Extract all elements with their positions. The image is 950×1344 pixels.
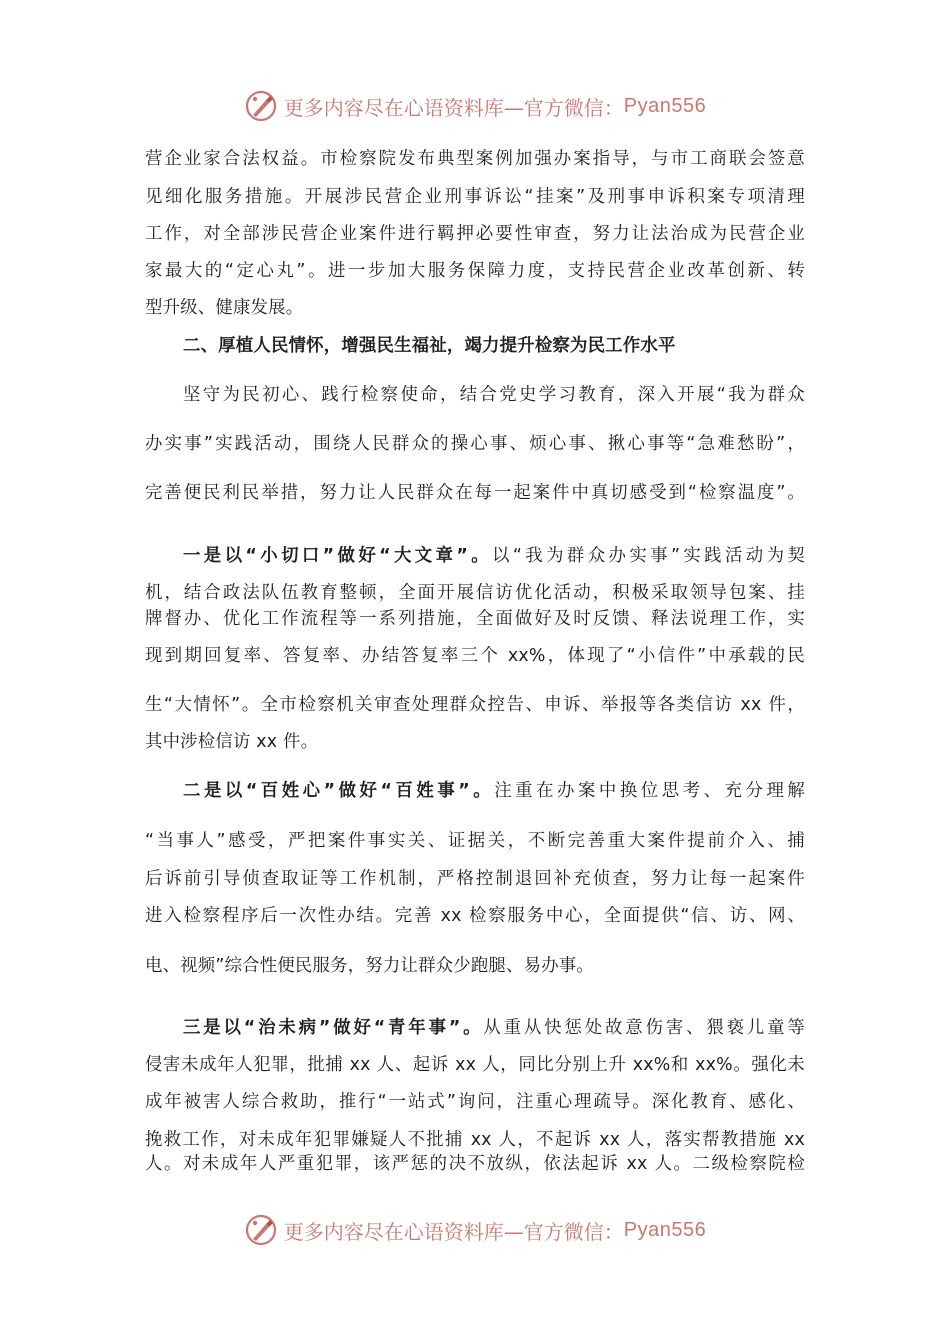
watermark-banner-top <box>0 86 950 126</box>
body-line: 后诉前引导侦查取证等工作机制，严格控制退回补充侦查，努力让每一起案件 <box>145 869 805 889</box>
body-line: 现到期回复率、答复率、办结答复率三个 xx%，体现了“小信件”中承载的民 <box>145 646 805 666</box>
body-line: 完善便民利民举措，努力让人民群众在每一起案件中真切感受到“检察温度”。 <box>145 483 805 503</box>
section-heading: 二、厚植人民情怀，增强民生福祉，竭力提升检察为民工作水平 <box>183 336 676 356</box>
pen-nib-logo-icon <box>244 1213 278 1247</box>
paragraph-lead-rest: 注重在办案中换位思考、充分理解 <box>494 781 805 801</box>
paragraph-first-line <box>183 1015 805 1041</box>
body-line: “当事人”感受，严把案件事实关、证据关，不断完善重大案件提前介入、捕 <box>145 831 805 851</box>
body-line: 挽救工作，对未成年犯罪嫌疑人不批捕 xx 人，不起诉 xx 人，落实帮教措施 xx <box>145 1130 805 1150</box>
watermark-banner-bottom <box>0 1210 950 1250</box>
body-line: 坚守为民初心、践行检察使命，结合党史学习教育，深入开展“我为群众 <box>183 385 805 405</box>
body-line: 电、视频”综合性便民服务，努力让群众少跑腿、易办事。 <box>145 956 594 976</box>
paragraph-lead-1: 一是以“小切口”做好“大文章”。 <box>183 546 493 566</box>
body-line: 其中涉检信访 xx 件。 <box>145 732 319 752</box>
watermark-text: 更多内容尽在心语资料库—官方微信： <box>283 1219 624 1244</box>
watermark-wechat-id: Pyan556 <box>623 94 707 117</box>
paragraph-lead-3: 三是以“治未病”做好“青年事”。 <box>183 1018 484 1038</box>
body-line: 人。对未成年人严重犯罪，该严惩的决不放纵，依法起诉 xx 人。二级检察院检 <box>145 1154 805 1174</box>
body-line: 成年被害人综合救助，推行“一站式”询问，注重心理疏导。深化教育、感化、 <box>145 1092 805 1112</box>
paragraph-first-line <box>183 543 805 569</box>
body-line: 办实事”实践活动，围绕人民群众的操心事、烦心事、揪心事等“急难愁盼”， <box>145 434 805 454</box>
watermark-text: 更多内容尽在心语资料库—官方微信： <box>283 95 624 120</box>
body-line: 侵害未成年人犯罪，批捕 xx 人、起诉 xx 人，同比分别上升 xx%和 xx%。强化未 <box>145 1055 805 1075</box>
paragraph-lead-2: 二是以“百姓心”做好“百姓事”。 <box>183 781 495 801</box>
watermark-wechat-id: Pyan556 <box>623 1218 707 1241</box>
body-line: 进入检察程序后一次性办结。完善 xx 检察服务中心，全面提供“信、访、网、 <box>145 906 805 926</box>
body-line: 牌督办、优化工作流程等一系列措施，全面做好及时反馈、释法说理工作，实 <box>145 609 805 629</box>
paragraph-first-line <box>183 778 805 804</box>
paragraph-lead-rest: 以“我为群众办实事”实践活动为契 <box>492 546 805 566</box>
body-line: 工作，对全部涉民营企业案件进行羁押必要性审查，努力让法治成为民营企业 <box>145 224 805 244</box>
body-line: 机，结合政法队伍教育整顿，全面开展信访优化活动，积极采取领导包案、挂 <box>145 583 805 603</box>
body-line: 营企业家合法权益。市检察院发布典型案例加强办案指导，与市工商联会签意 <box>145 149 805 169</box>
body-line: 见细化服务措施。开展涉民营企业刑事诉讼“挂案”及刑事申诉积案专项清理 <box>145 187 805 207</box>
paragraph-lead-rest: 从重从快惩处故意伤害、猥亵儿童等 <box>483 1018 806 1038</box>
body-line: 家最大的“定心丸”。进一步加大服务保障力度，支持民营企业改革创新、转 <box>145 261 805 281</box>
body-line: 型升级、健康发展。 <box>145 298 304 318</box>
body-line: 生“大情怀”。全市检察机关审查处理群众控告、申诉、举报等各类信访 xx 件， <box>145 695 805 715</box>
pen-nib-logo-icon <box>244 89 278 123</box>
